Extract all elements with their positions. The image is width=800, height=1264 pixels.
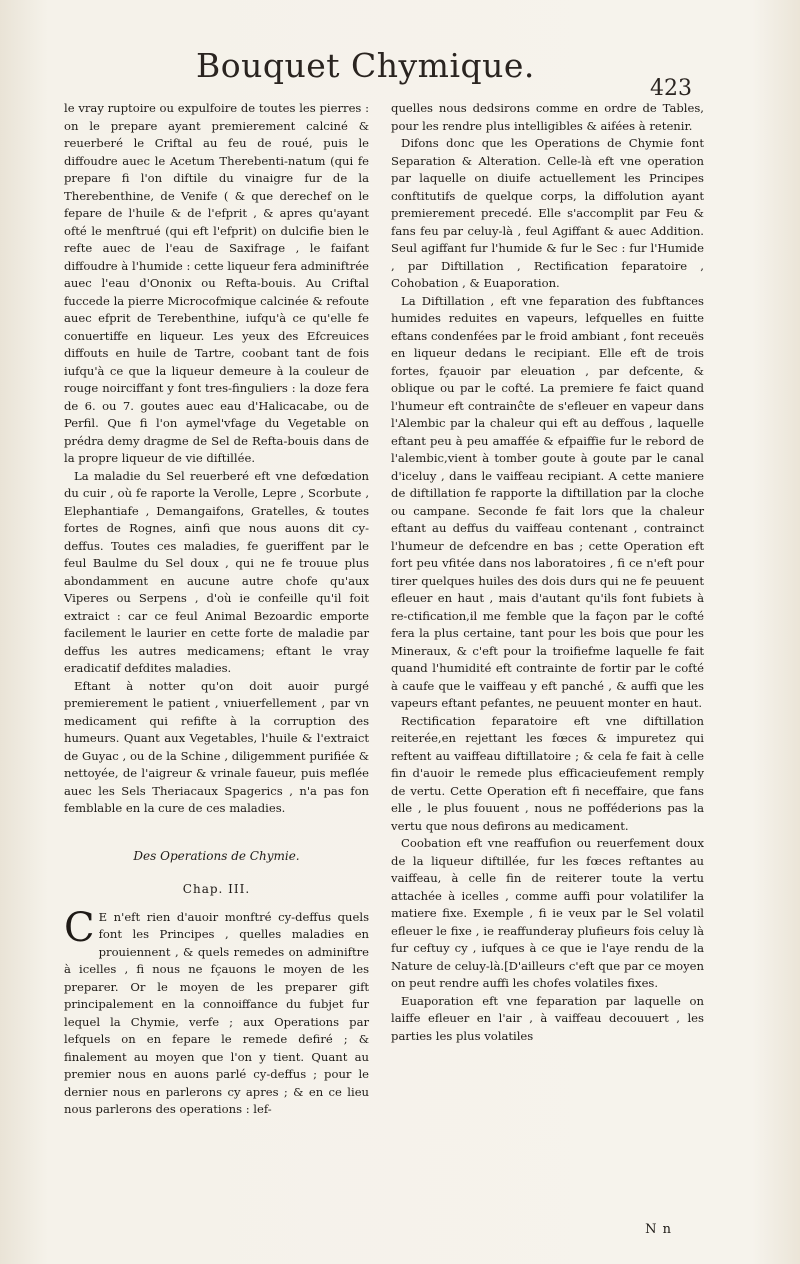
running-title: Bouquet Chymique. xyxy=(196,46,535,85)
page-header xyxy=(64,42,700,101)
right-column xyxy=(391,100,704,1119)
left-column xyxy=(64,100,369,1119)
page-number: 423 xyxy=(650,76,692,101)
paragraph: le vray ruptoire ou expulfoire de toutes les pierres : on le prepare ayant premierement calciné & reuerberé le Criftal au feu de roué, puis le diffoudre auec le Acetum Therebenti-natum (qui fe prepare fi l'on diftile du vinaigre fur de la Therebenthine, de Venife ( & que derechef on le fepare de l'huile & de l'efprit , & apres qu'ayant ofté le menftrué (qui eft l'efprit) on dulcifie bien le refte auec de l'eau de Saxifrage , le faifant diffoudre à l'humide : cette liqueur fera adminiftrée auec l'eau d'Ononix ou Refta-bouis. Au Criftal fuccede la pierre Microcofmique calcinée & refoute auec efprit de Terebenthine, iufqu'à ce qu'elle fe conuertiffe en liqueur. Les yeux des Efcreuices diffouts en huile de Tartre, coobant tant de fois iufqu'à ce que la liqueur demeure à la couleur de rouge noirciffant y font tres-finguliers : la doze fera de 6. ou 7. goutes auec eau d'Halicacabe, ou de Perfil. Que fi l'on aymel'vfage du Vegetable on prédra demy dragme de Sel de Refta-bouis dans de la propre liqueur de vie diftillée. xyxy=(64,101,370,465)
chapter-heading: Chap. III. xyxy=(182,882,251,896)
text-columns xyxy=(64,100,704,1119)
paragraph: Coobation eft vne reaffufion ou reuerfement doux de la liqueur diftillée, fur les fœces reftantes au vaiffeau, à celle fin de reiterer toute la vertu attachée à icelles , comme auffi pour volatilifer la matiere fixe. Exemple , fi ie veux par le Sel volatil efleuer le fixe , ie reaffunderay plufieurs fois celuy là fur ceftuy cy , iufques à ce que ie l'aye rendu de la Nature de celuy-là.[D'ailleurs c'eft que par ce moyen on peut rendre auffi les chofes volatiles fixes. xyxy=(391,836,704,990)
paragraph: La Diftillation , eft vne feparation des fubftances humides reduites en vapeurs, lefquelles en fuitte eftans condenfées par le froid ambiant , font receuës en liqueur dedans le recipiant. Elle eft de trois fortes, fçauoir par eleuation , par defcente, & oblique ou par le cofté. La premiere fe faict quand l'humeur eft contrainĉte de s'efleuer en vapeur dans l'Alembic par la chaleur qui eft au deffous , laquelle eftant peu à peu amaffée & efpaiffie fur le rebord de l'alembic,vient à tomber goute à goute par le canal d'iceluy , dans le vaiffeau recipiant. A cette maniere de diftillation fe rapporte la diftillation par la cloche ou campane. Seconde fe fait lors que la chaleur eftant au deffus du vaiffeau contenant , contrainct l'humeur de defcendre en bas ; cette Operation eft fort peu vfitée dans nos laboratoires , fi ce n'eft pour tirer quelques huiles des dois durs qui ne fe peuuent efleuer en haut , mais d'autant qu'ils font fubiets à re-ctification,il me femble que la façon par le cofté fera la plus certaine, tant pour les bois que pour les Mineraux, & c'eft pour la troifiefme laquelle fe fait quand l'humidité eft contrainte de fortir par le cofté à caufe que le vaiffeau y eft panché , & auffi que les vapeurs eftant pefantes, ne peuuent monter en haut. xyxy=(391,293,704,710)
paragraph: La maladie du Sel reuerberé eft vne defœdation du cuir , où fe raporte la Verolle, Lepre , Scorbute , Elephantiafe , Demangaifons, Gratelles, & toutes fortes de Rognes, ainfi que nous auons dit cy-deffus. Toutes ces maladies, fe gueriffent par le feul Baulme du Sel doux , qui ne fe trouue plus abondamment en aucune autre chofe qu'aux Viperes ou Serpens , d'où ie confeille qu'il foit extraict : car ce feul Animal Bezoardic emporte facilement le laurier en cette forte de maladie par deffus les autres medicamens; eftant le vray eradicatif defdites maladies. xyxy=(64,468,370,675)
drop-cap: C xyxy=(64,904,95,951)
chapter-paragraph xyxy=(64,904,370,1119)
paragraph: Difons donc que les Operations de Chymie font Separation & Alteration. Celle-là eft vne operation par laquelle on diuife actuellement les Principes conftitutifs de quelque corps, la diffolution ayant premierement precedé. Elle s'accomplit par Feu & fans feu par celuy-là , feul Agiffant & auec Addition. Seul agiffant fur l'humide & fur le Sec : fur l'Humide , par Diftillation , Rectification feparatoire , Cohobation , & Euaporation. xyxy=(391,136,704,290)
section-title: Des Operations de Chymie. xyxy=(133,848,300,863)
paragraph: Euaporation eft vne feparation par laquelle on laiffe efleuer en l'air , à vaiffeau decouuert , les parties les plus volatiles xyxy=(391,993,704,1043)
paragraph: quelles nous dedsirons comme en ordre de Tables, pour les rendre plus intelligibles & aifées à retenir. xyxy=(391,101,704,133)
chapter-text: E n'eft rien d'auoir monftré cy-deffus quels font les Principes , quelles maladies en prouiennent , & quels remedes on adminiftre à icelles , fi nous ne fçauons le moyen de les preparer. Or le moyen de les preparer gift principalement en la connoiffance du fubjet fur lequel la Chymie, verfe ; aux Operations par lefquels on en fepare le remede defiré ; & finalement au moyen que l'on y tient. Quant au premier nous en auons parlé cy-deffus ; pour le dernier nous en parlerons cy apres ; & en ce lieu nous parlerons des operations : lef- xyxy=(64,909,370,1116)
signature-mark: N n xyxy=(645,1222,672,1237)
paragraph: Rectification feparatoire eft vne diftillation reiterée,en rejettant les fœces & impuretez qui reftent au vaiffeau diftillatoire ; & cela fe fait à celle fin d'auoir le remede plus efficacieufement remply de vertu. Cette Operation eft fi neceffaire, que fans elle , le plus fouuent , nous ne pofféderions pas la vertu que nous defirons au medicament. xyxy=(391,713,704,833)
paragraph: Eftant à notter qu'on doit auoir purgé premierement le patient , vniuerfellement , par vn medicament qui refifte à la corruption des humeurs. Quant aux Vegetables, l'huile & l'extraict de Guyac , ou de la Schine , diligemment purifiée & nettoyée, de l'aigreur & vrinale faueur, puis meflée auec les Sels Theriacaux Spagerics , n'a pas fon femblable en la cure de ces maladies. xyxy=(64,678,370,815)
